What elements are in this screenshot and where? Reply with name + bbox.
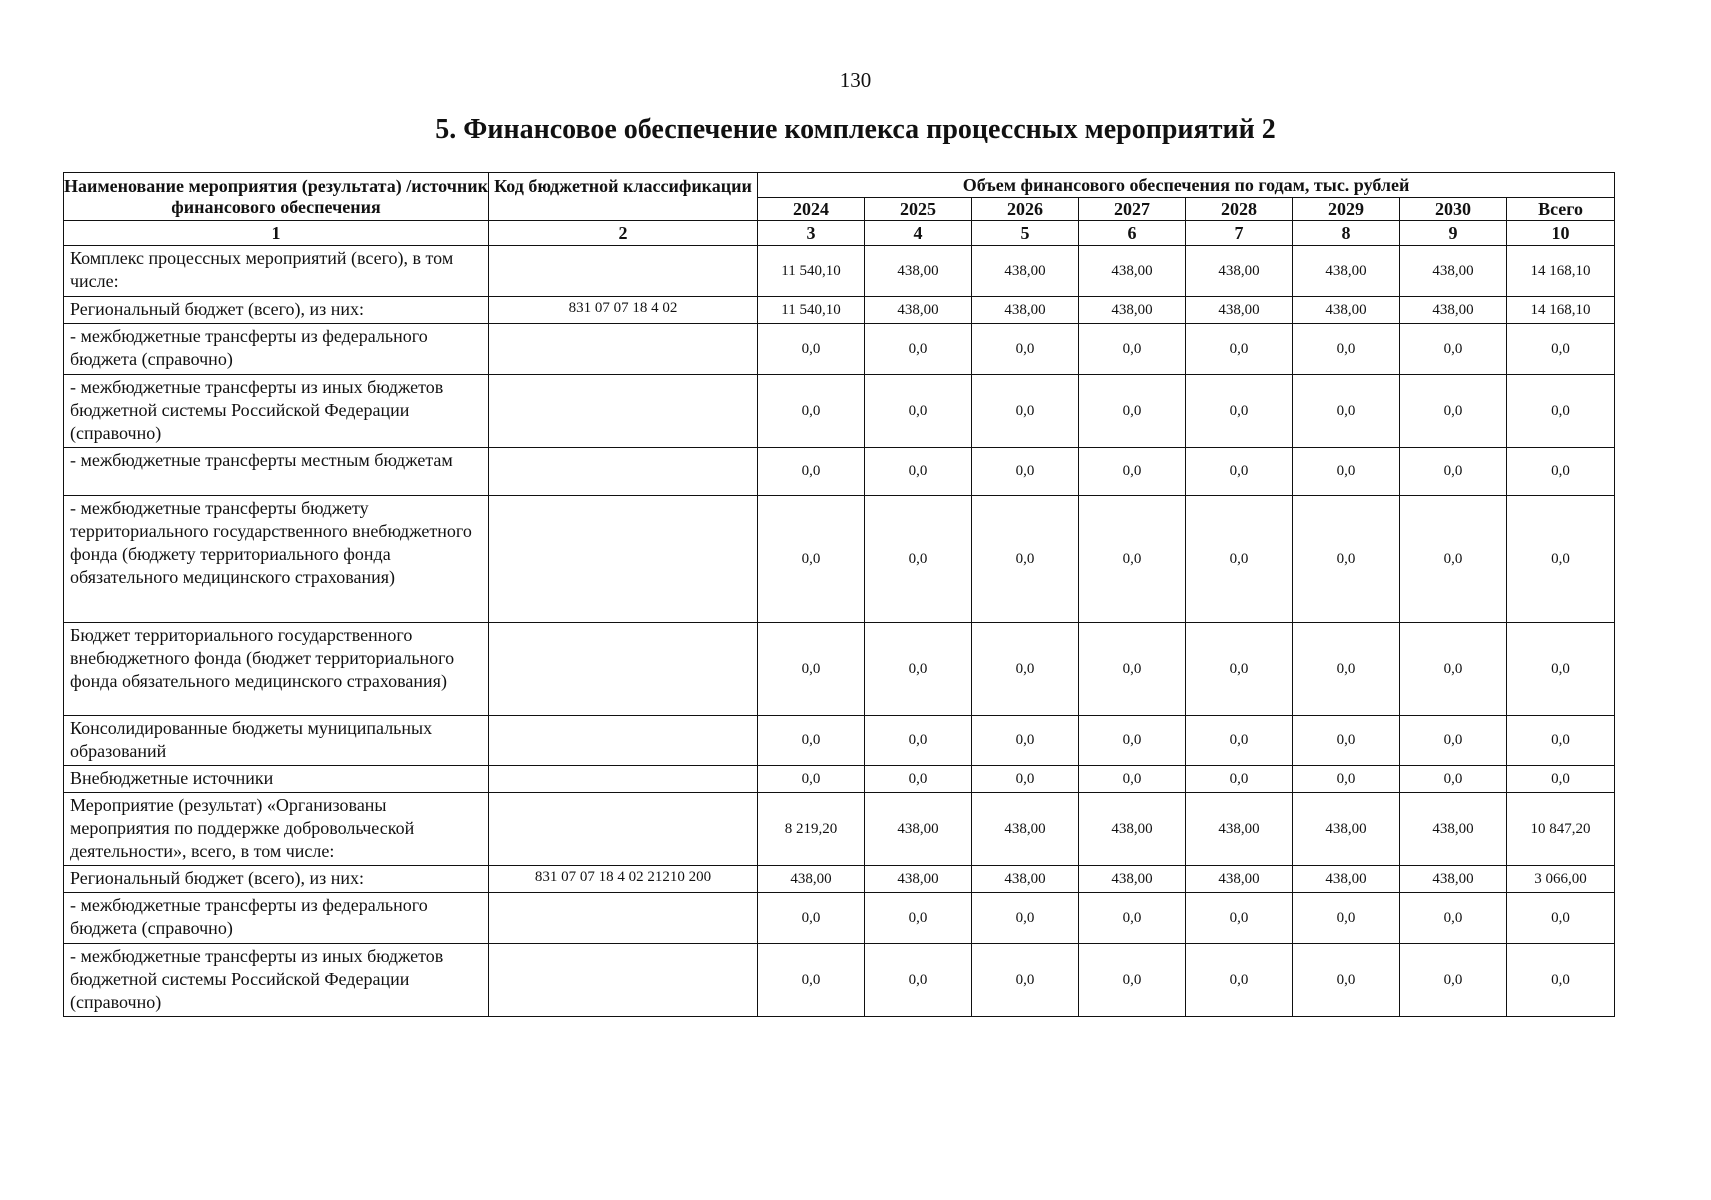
table-row — [64, 893, 1615, 944]
row-value: 0,0 — [1400, 716, 1507, 766]
row-code — [489, 766, 758, 793]
row-value: 438,00 — [1293, 246, 1400, 297]
row-value: 0,0 — [1079, 893, 1186, 944]
row-total: 10 847,20 — [1507, 793, 1615, 866]
row-value: 0,0 — [758, 496, 865, 623]
table-row — [64, 766, 1615, 793]
row-name: Внебюджетные источники — [64, 766, 489, 793]
row-value: 438,00 — [1400, 297, 1507, 324]
row-code: 831 07 07 18 4 02 21210 200 — [489, 866, 758, 893]
row-value: 0,0 — [972, 944, 1079, 1017]
row-total: 0,0 — [1507, 944, 1615, 1017]
row-value: 0,0 — [972, 448, 1079, 496]
row-code — [489, 623, 758, 716]
row-value: 0,0 — [972, 766, 1079, 793]
row-value: 0,0 — [758, 448, 865, 496]
row-value: 0,0 — [865, 324, 972, 375]
row-value: 0,0 — [1293, 324, 1400, 375]
row-code — [489, 324, 758, 375]
column-number: 3 — [758, 221, 865, 246]
column-number: 1 — [64, 221, 489, 246]
row-value: 438,00 — [865, 866, 972, 893]
header-year: 2030 — [1400, 198, 1507, 221]
row-value: 438,00 — [865, 297, 972, 324]
table-row — [64, 297, 1615, 324]
table-row — [64, 793, 1615, 866]
row-value: 0,0 — [1186, 944, 1293, 1017]
header-year: 2026 — [972, 198, 1079, 221]
row-value: 0,0 — [758, 716, 865, 766]
row-value: 438,00 — [1293, 866, 1400, 893]
row-value: 0,0 — [1293, 496, 1400, 623]
row-code — [489, 716, 758, 766]
row-value: 438,00 — [972, 246, 1079, 297]
row-code — [489, 893, 758, 944]
row-value: 0,0 — [972, 716, 1079, 766]
row-value: 0,0 — [1400, 944, 1507, 1017]
row-value: 0,0 — [1293, 944, 1400, 1017]
row-value: 0,0 — [758, 944, 865, 1017]
row-value: 438,00 — [1400, 793, 1507, 866]
row-value: 0,0 — [1079, 944, 1186, 1017]
row-value: 0,0 — [1400, 623, 1507, 716]
column-number: 8 — [1293, 221, 1400, 246]
row-value: 11 540,10 — [758, 246, 865, 297]
row-value: 438,00 — [865, 246, 972, 297]
column-number: 2 — [489, 221, 758, 246]
row-value: 0,0 — [972, 496, 1079, 623]
row-total: 0,0 — [1507, 496, 1615, 623]
row-total: 0,0 — [1507, 716, 1615, 766]
financing-table — [63, 172, 1615, 1017]
row-name: Мероприятие (результат) «Организованы мероприятия по поддержке добровольческой деятельности», всего, в том числе: — [64, 793, 489, 866]
row-value: 438,00 — [758, 866, 865, 893]
row-name: Комплекс процессных мероприятий (всего), в том числе: — [64, 246, 489, 297]
row-total: 0,0 — [1507, 375, 1615, 448]
row-value: 0,0 — [1186, 375, 1293, 448]
row-value: 438,00 — [1400, 246, 1507, 297]
row-value: 0,0 — [1400, 766, 1507, 793]
row-value: 8 219,20 — [758, 793, 865, 866]
row-value: 0,0 — [1186, 766, 1293, 793]
row-value: 438,00 — [1293, 793, 1400, 866]
row-value: 0,0 — [1186, 324, 1293, 375]
row-value: 0,0 — [1186, 448, 1293, 496]
row-value: 0,0 — [1293, 716, 1400, 766]
row-value: 0,0 — [865, 496, 972, 623]
column-number: 4 — [865, 221, 972, 246]
row-value: 0,0 — [758, 324, 865, 375]
row-code — [489, 448, 758, 496]
row-code — [489, 793, 758, 866]
row-value: 0,0 — [1293, 623, 1400, 716]
row-value: 438,00 — [1186, 297, 1293, 324]
row-value: 11 540,10 — [758, 297, 865, 324]
row-value: 0,0 — [865, 716, 972, 766]
row-value: 0,0 — [1293, 448, 1400, 496]
row-value: 438,00 — [1186, 866, 1293, 893]
row-total: 0,0 — [1507, 448, 1615, 496]
header-total: Всего — [1507, 198, 1615, 221]
row-value: 0,0 — [1293, 766, 1400, 793]
row-value: 0,0 — [865, 375, 972, 448]
row-value: 0,0 — [758, 375, 865, 448]
table-row — [64, 716, 1615, 766]
row-value: 0,0 — [1186, 496, 1293, 623]
row-value: 0,0 — [972, 623, 1079, 716]
row-value: 0,0 — [1079, 375, 1186, 448]
row-value: 438,00 — [1079, 297, 1186, 324]
row-code — [489, 375, 758, 448]
row-value: 0,0 — [1400, 893, 1507, 944]
row-value: 0,0 — [1079, 623, 1186, 716]
row-total: 0,0 — [1507, 893, 1615, 944]
row-name: Бюджет территориального государственного внебюджетного фонда (бюджет территориального фонда обязательного медицинского страхования) — [64, 623, 489, 716]
row-value: 0,0 — [1293, 375, 1400, 448]
row-name: - межбюджетные трансферты из иных бюджетов бюджетной системы Российской Федерации (справочно) — [64, 944, 489, 1017]
row-total: 14 168,10 — [1507, 246, 1615, 297]
row-value: 0,0 — [758, 893, 865, 944]
column-number: 9 — [1400, 221, 1507, 246]
row-value: 438,00 — [865, 793, 972, 866]
column-number: 7 — [1186, 221, 1293, 246]
row-value: 0,0 — [865, 623, 972, 716]
header-year: 2024 — [758, 198, 865, 221]
table-row — [64, 375, 1615, 448]
row-value: 0,0 — [1079, 324, 1186, 375]
row-total: 3 066,00 — [1507, 866, 1615, 893]
row-value: 438,00 — [1293, 297, 1400, 324]
row-value: 0,0 — [865, 448, 972, 496]
column-number: 6 — [1079, 221, 1186, 246]
row-value: 0,0 — [1186, 893, 1293, 944]
page-number: 130 — [839, 68, 872, 92]
row-value: 0,0 — [972, 324, 1079, 375]
row-name: - межбюджетные трансферты из федерального бюджета (справочно) — [64, 324, 489, 375]
row-code: 831 07 07 18 4 02 — [489, 297, 758, 324]
row-value: 438,00 — [1079, 246, 1186, 297]
row-total: 0,0 — [1507, 623, 1615, 716]
column-number: 5 — [972, 221, 1079, 246]
row-value: 0,0 — [972, 893, 1079, 944]
header-year: 2027 — [1079, 198, 1186, 221]
row-value: 438,00 — [1079, 866, 1186, 893]
column-number: 10 — [1507, 221, 1615, 246]
table-row — [64, 324, 1615, 375]
row-value: 0,0 — [865, 893, 972, 944]
row-value: 0,0 — [1400, 324, 1507, 375]
row-name: - межбюджетные трансферты бюджету территориального государственного внебюджетного фонда (бюджету территориального фонда обязательного медицинского страхования) — [64, 496, 489, 623]
row-value: 0,0 — [758, 766, 865, 793]
row-value: 0,0 — [758, 623, 865, 716]
header-name: Наименование мероприятия (результата) /источник финансового обеспечения — [64, 173, 489, 221]
header-year: 2028 — [1186, 198, 1293, 221]
row-value: 0,0 — [1079, 496, 1186, 623]
row-value: 438,00 — [1079, 793, 1186, 866]
row-value: 0,0 — [1186, 716, 1293, 766]
row-name: - межбюджетные трансферты из иных бюджетов бюджетной системы Российской Федерации (справочно) — [64, 375, 489, 448]
row-value: 438,00 — [972, 793, 1079, 866]
row-total: 14 168,10 — [1507, 297, 1615, 324]
row-total: 0,0 — [1507, 324, 1615, 375]
table-row — [64, 623, 1615, 716]
header-year: 2029 — [1293, 198, 1400, 221]
row-value: 438,00 — [1400, 866, 1507, 893]
row-value: 0,0 — [1079, 716, 1186, 766]
row-value: 0,0 — [1079, 448, 1186, 496]
row-value: 0,0 — [1079, 766, 1186, 793]
header-volume: Объем финансового обеспечения по годам, тыс. рублей — [758, 173, 1615, 198]
row-value: 438,00 — [972, 866, 1079, 893]
row-name: Консолидированные бюджеты муниципальных образований — [64, 716, 489, 766]
header-year: 2025 — [865, 198, 972, 221]
table-row — [64, 246, 1615, 297]
row-value: 0,0 — [1400, 496, 1507, 623]
header-code: Код бюджетной классификации — [489, 173, 758, 221]
row-code — [489, 496, 758, 623]
row-value: 438,00 — [972, 297, 1079, 324]
row-name: - межбюджетные трансферты местным бюджетам — [64, 448, 489, 496]
row-value: 438,00 — [1186, 793, 1293, 866]
row-value: 0,0 — [865, 944, 972, 1017]
row-total: 0,0 — [1507, 766, 1615, 793]
row-name: Региональный бюджет (всего), из них: — [64, 297, 489, 324]
row-value: 0,0 — [1400, 375, 1507, 448]
row-name: Региональный бюджет (всего), из них: — [64, 866, 489, 893]
row-value: 0,0 — [1186, 623, 1293, 716]
row-value: 0,0 — [865, 766, 972, 793]
table-row — [64, 866, 1615, 893]
row-code — [489, 944, 758, 1017]
row-value: 0,0 — [1400, 448, 1507, 496]
row-code — [489, 246, 758, 297]
page-title: 5. Финансовое обеспечение комплекса процессных мероприятий 2 — [435, 114, 1276, 145]
row-name: - межбюджетные трансферты из федерального бюджета (справочно) — [64, 893, 489, 944]
table-row — [64, 448, 1615, 496]
table-row — [64, 944, 1615, 1017]
table-row — [64, 496, 1615, 623]
row-value: 438,00 — [1186, 246, 1293, 297]
row-value: 0,0 — [1293, 893, 1400, 944]
row-value: 0,0 — [972, 375, 1079, 448]
